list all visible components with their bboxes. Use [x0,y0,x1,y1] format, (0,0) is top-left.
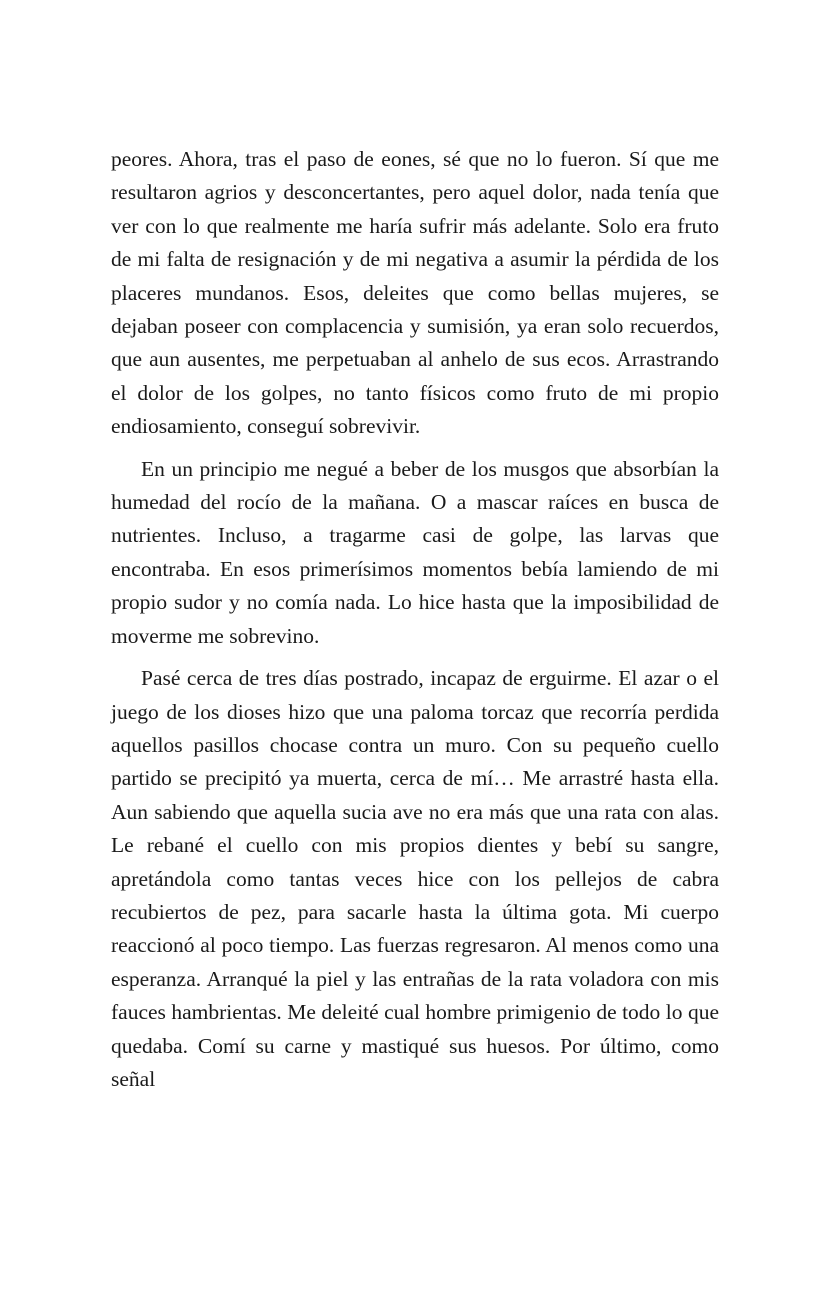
paragraph-1: peores. Ahora, tras el paso de eones, sé que no lo fueron. Sí que me resultaron agrios y desconcertantes, pero aquel dolor, nada tenía que ver con lo que realmente me haría sufrir más adelante. Solo era fruto de mi falta de resignación y de mi negativa a asumir la pérdida de los placeres mundanos. Esos, deleites que como bellas mujeres, se dejaban poseer con complacencia y sumisión, ya eran solo recuerdos, que aun ausentes, me perpetuaban al anhelo de sus ecos. Arrastrando el dolor de los golpes, no tanto físicos como fruto de mi propio endiosamiento, conseguí sobrevivir. [111,147,719,439]
paragraph-3: Pasé cerca de tres días postrado, incapaz de erguirme. El azar o el juego de los dioses hizo que una paloma torcaz que recorría perdida aquellos pasillos chocase contra un muro. Con su pequeño cuello partido se precipitó ya muerta, cerca de mí… Me arrastré hasta ella. Aun sabiendo que aquella sucia ave no era más que una rata con alas. Le rebané el cuello con mis propios dientes y bebí su sangre, apretándola como tantas veces hice con los pellejos de cabra recubiertos de pez, para sacarle hasta la última gota. Mi cuerpo reaccionó al poco tiempo. Las fuerzas regresaron. Al menos como una esperanza. Arranqué la piel y las entrañas de la rata voladora con mis fauces hambrientas. Me deleité cual hombre primigenio de todo lo que quedaba. Comí su carne y mastiqué sus huesos. Por último, como señal [111,666,719,1091]
book-page [111,143,719,1105]
paragraph-2: En un principio me negué a beber de los musgos que absorbían la humedad del rocío de la mañana. O a mascar raíces en busca de nutrientes. Incluso, a tragarme casi de golpe, las larvas que encontraba. En esos primerísimos momentos bebía lamiendo de mi propio sudor y no comía nada. Lo hice hasta que la imposibilidad de moverme me sobrevino. [111,456,719,648]
